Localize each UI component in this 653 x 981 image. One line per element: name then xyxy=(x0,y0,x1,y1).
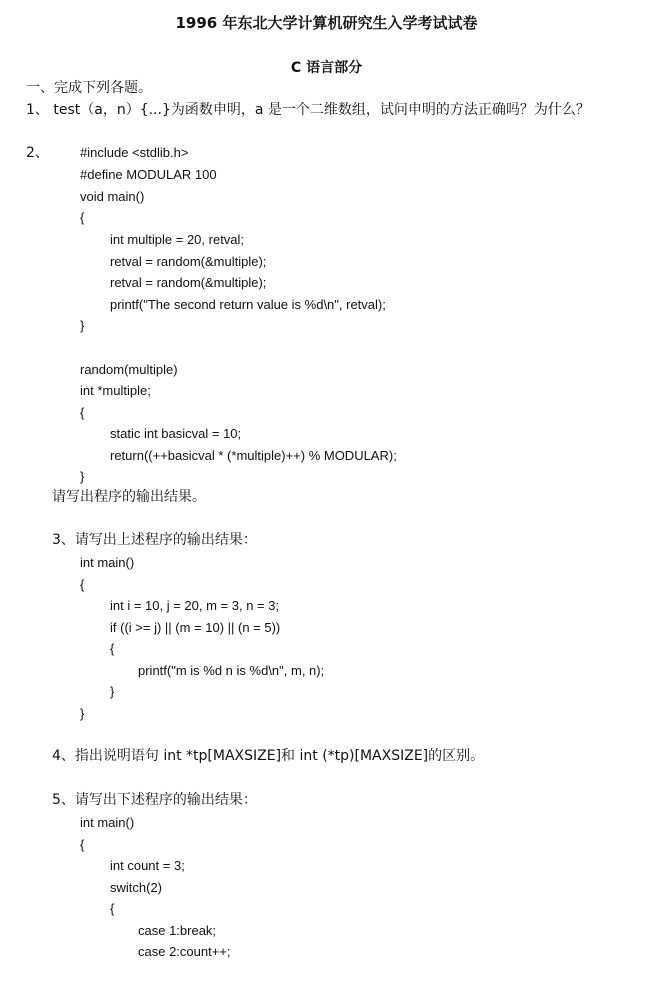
code-line: retval = random(&multiple); xyxy=(110,254,267,269)
code-line: case 1:break; xyxy=(138,923,217,938)
code-line: case 2:count++; xyxy=(138,944,231,959)
part-heading: 一、完成下列各题。 xyxy=(26,80,152,96)
code-line: if ((i >= j) || (m = 10) || (n = 5)) xyxy=(110,620,281,635)
code-line: void main() xyxy=(80,189,145,204)
question-2-number: 2、 xyxy=(26,145,49,161)
code-line: } xyxy=(110,684,115,699)
code-line: int i = 10, j = 20, m = 3, n = 3; xyxy=(110,598,280,613)
code-line: { xyxy=(80,577,85,592)
code-line: } xyxy=(80,469,85,484)
code-line: int *multiple; xyxy=(80,383,151,398)
document-title: 1996 年东北大学计算机研究生入学考试试卷 xyxy=(175,14,478,32)
code-line: #define MODULAR 100 xyxy=(80,167,217,182)
code-line: switch(2) xyxy=(110,880,163,895)
code-line: printf("m is %d n is %d\n", m, n); xyxy=(138,663,325,678)
section-title: C 语言部分 xyxy=(290,60,363,76)
code-line: { xyxy=(80,837,85,852)
code-line: retval = random(&multiple); xyxy=(110,275,267,290)
question-3: 3、请写出上述程序的输出结果： xyxy=(52,532,257,548)
code-line: { xyxy=(110,641,115,656)
question-1: 1、 test（a，n）{...}为函数申明，a 是一个二维数组，试问申明的方法正确吗？为什么？ xyxy=(26,102,590,118)
question-5: 5、请写出下述程序的输出结果： xyxy=(52,792,257,808)
question-4: 4、指出说明语句 int *tp[MAXSIZE]和 int (*tp)[MAXSIZE]的区别。 xyxy=(52,748,485,764)
question-2-ask: 请写出程序的输出结果。 xyxy=(52,489,206,505)
code-line: int multiple = 20, retval; xyxy=(110,232,245,247)
code-line: return((++basicval * (*multiple)++) % MODULAR); xyxy=(110,448,397,463)
code-line: } xyxy=(80,318,85,333)
code-line: printf("The second return value is %d\n", retval); xyxy=(110,297,386,312)
code-line: int main() xyxy=(80,815,135,830)
code-line: random(multiple) xyxy=(80,362,178,377)
code-line: { xyxy=(80,405,85,420)
code-line: } xyxy=(80,706,85,721)
code-line: int count = 3; xyxy=(110,858,185,873)
code-line: { xyxy=(80,210,85,225)
code-line: static int basicval = 10; xyxy=(110,426,242,441)
code-line: { xyxy=(110,901,115,916)
code-line: int main() xyxy=(80,555,135,570)
code-line: #include <stdlib.h> xyxy=(80,145,189,160)
